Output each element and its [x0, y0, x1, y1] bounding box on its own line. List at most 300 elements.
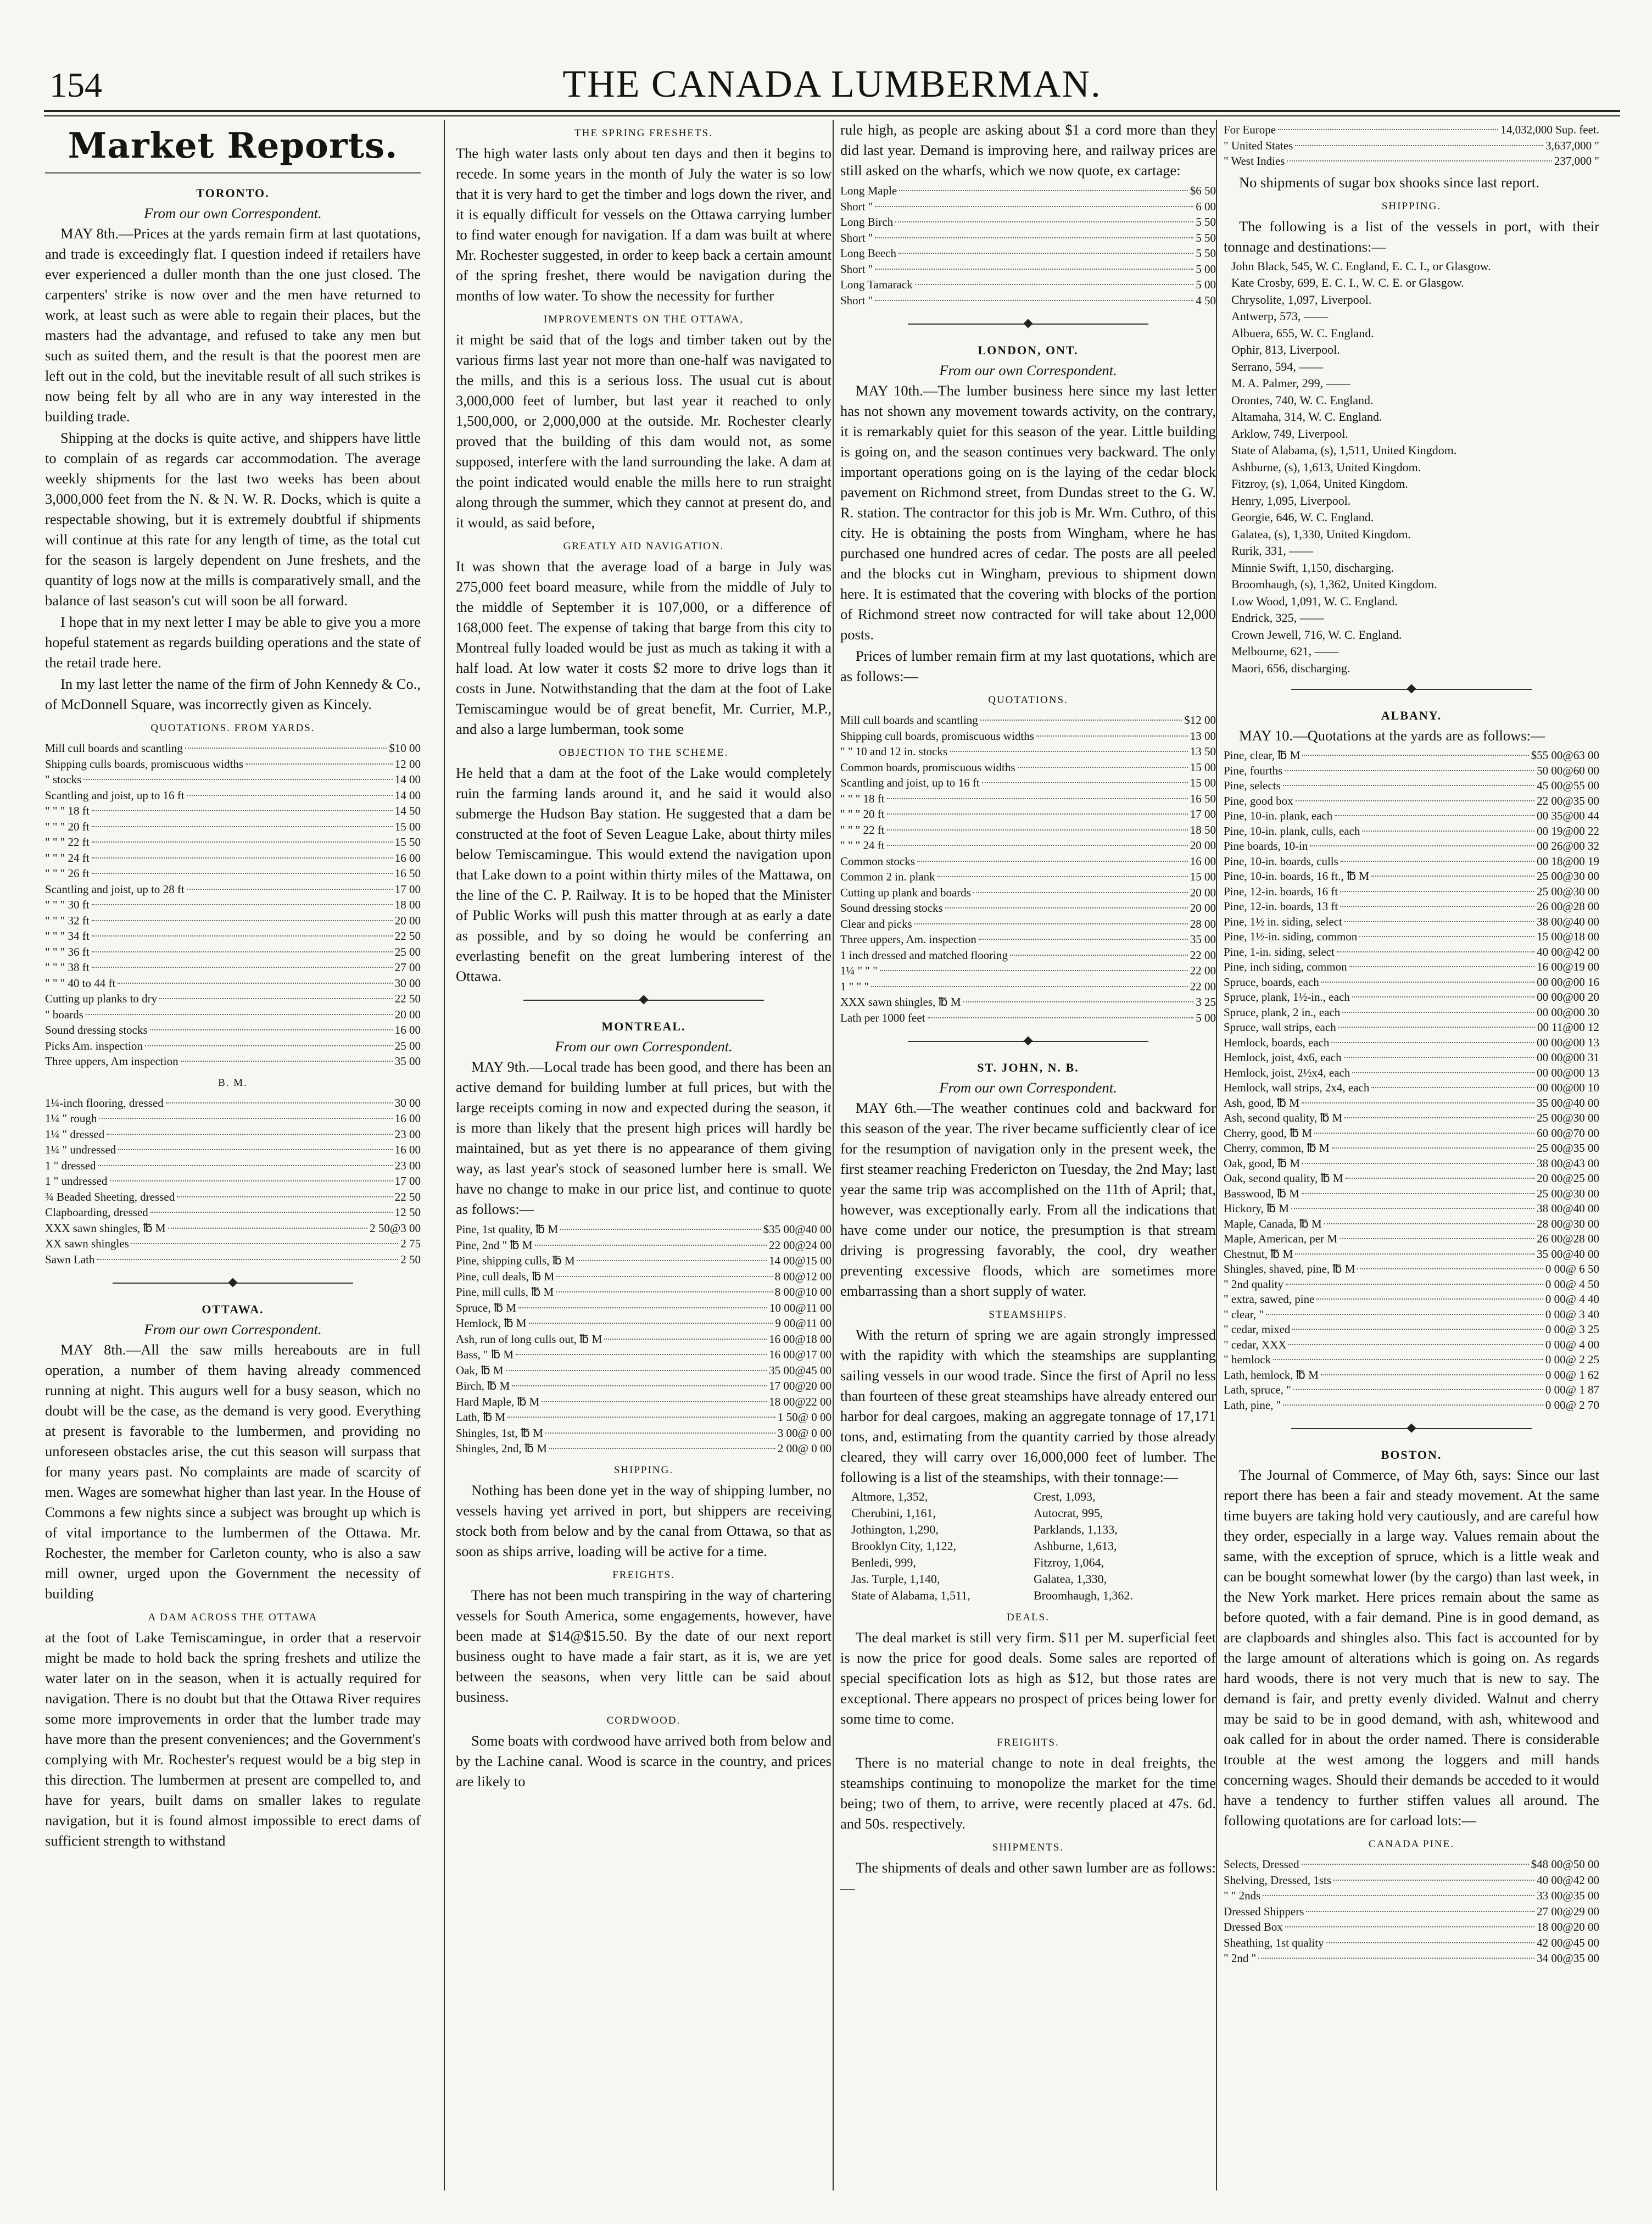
toronto-quotations-heading: QUOTATIONS. FROM YARDS.	[150, 722, 315, 734]
quote-item: 1¼-inch flooring, dressed	[45, 1096, 164, 1110]
quote-row	[1224, 1141, 1599, 1156]
quote-row	[1224, 839, 1599, 854]
dot-leader	[963, 1001, 1194, 1002]
quote-item: Hemlock, joist, 4x6, each	[1224, 1051, 1342, 1064]
vessel-entry: Kate Crosby, 699, E. C. I., W. C. E. or Glasgow.	[1231, 276, 1464, 289]
dot-leader	[86, 1014, 393, 1015]
quote-price: 16 00	[394, 851, 421, 865]
quote-row	[456, 1409, 831, 1425]
montreal-heading: MONTREAL.	[601, 1019, 686, 1033]
quote-item: Pine, inch siding, common	[1224, 960, 1347, 973]
ottawa-paragraph: It was shown that the average load of a barge in July was 275,000 feet board measure, while from the middle of July to the middle of September it is 107,000, or a difference of 168,000 feet. The expense of taking that barge from this city to Montreal fully loaded would be just as much as taking it with a half load. At low water it costs $2 more to drive logs than it costs in June. Notwithstanding that the dam at the foot of Lake Temiscamingue would be of great benefit, Mr. Currier, M.P., and also a large lumberman, took some	[456, 558, 831, 737]
column-3	[840, 120, 1216, 2201]
quote-price: 0 00@ 1 87	[1545, 1383, 1599, 1396]
dot-leader	[177, 1196, 393, 1197]
quote-price: $6 50	[1190, 184, 1216, 197]
vessel-entry: Minnie Swift, 1,150, discharging.	[1231, 560, 1394, 575]
quote-row	[456, 1300, 831, 1316]
quote-row	[1224, 869, 1599, 884]
quote-item: Shingles, shaved, pine, ℔ M	[1224, 1262, 1355, 1275]
quote-price: 60 00@70 00	[1537, 1126, 1599, 1140]
quote-item: Hickory, ℔ M	[1224, 1202, 1290, 1215]
quote-item: " " 2nds	[1224, 1889, 1261, 1902]
quote-item: Lath, spruce, "	[1224, 1383, 1291, 1396]
quote-price: 15 00@18 00	[1537, 930, 1599, 943]
quote-item: Pine, 10-in. boards, 16 ft., ℔ M	[1224, 869, 1370, 883]
steamship-entry: Cherubini, 1,161,	[851, 1506, 936, 1520]
stjohn-subheading: SHIPPING.	[1381, 200, 1442, 212]
quote-item: Cutting up planks to dry	[45, 992, 158, 1005]
steamship-entry: Crest, 1,093,	[1034, 1490, 1096, 1503]
quote-price: 14,032,000 Sup. feet.	[1500, 123, 1599, 136]
quote-row	[840, 760, 1216, 776]
quote-item: Long Birch	[840, 215, 894, 228]
quote-price: 35 00@40 00	[1537, 1247, 1599, 1261]
dot-leader	[168, 1228, 368, 1229]
ottawa-paragraph: He held that a dam at the foot of the Lake would completely ruin the farming lands around it, and he said it would also submerge the Hudson Bay station. He suggested that a dam be constructed at the foot of Seven League Lake, about thirty miles below Temiscamingue. This would extend the navigation upon that Lake down to a point within thirty miles of the Mattawa, on the line of the C. P. Railway. It is to be hoped that the Minister of Public Works will push this matter through at as early a date as possible, and by so doing he would be conferring an everlasting benefit on the great lumbering interest of the Ottawa.	[456, 765, 831, 984]
dot-leader	[1352, 996, 1534, 997]
quote-price: 40 00@42 00	[1537, 945, 1599, 958]
dot-leader	[1344, 921, 1534, 922]
quote-price: 28 00	[1190, 917, 1216, 930]
quote-row	[45, 788, 421, 804]
steamship-entry: Autocrat, 995,	[1034, 1506, 1103, 1520]
quote-row	[1224, 1857, 1599, 1872]
quote-price: 00 00@00 13	[1537, 1066, 1599, 1079]
quote-price: 22 50	[394, 992, 421, 1005]
montreal-paragraph: Nothing has been done yet in the way of shipping lumber, no vessels having yet arrived in port, but shippers are receiving stock both from below and by the canal from Ottawa, so that as soon as ships arrive, loading will be active for a time.	[456, 1481, 831, 1559]
quote-row	[456, 1363, 831, 1379]
quote-row	[1224, 794, 1599, 809]
quote-item: " " " 22 ft	[45, 835, 90, 849]
quote-price: $12 00	[1184, 714, 1216, 727]
quote-row	[1224, 1186, 1599, 1202]
dot-leader	[107, 1134, 392, 1135]
quote-item: Spruce, plank, 1½-in., each	[1224, 990, 1350, 1004]
quote-item: Dressed Shippers	[1224, 1904, 1304, 1918]
quote-price: 16 00@17 00	[769, 1348, 831, 1361]
dot-leader	[118, 1149, 392, 1150]
dot-leader	[1362, 830, 1534, 832]
column-rule	[444, 120, 445, 2190]
ottawa-subheading: GREATLY AID NAVIGATION.	[563, 540, 724, 552]
quote-price: 35 00	[1190, 933, 1216, 946]
quote-row	[840, 838, 1216, 854]
quote-price: 00 19@00 22	[1537, 824, 1599, 838]
quote-item: XXX sawn shingles, ℔ M	[45, 1221, 166, 1235]
dot-leader	[1321, 1374, 1543, 1375]
quote-item: Shipping culls boards, promiscuous widths	[45, 757, 244, 771]
quote-price: 17 00	[1190, 807, 1216, 821]
quote-price: 25 00	[394, 945, 421, 958]
quote-row	[45, 1111, 421, 1127]
montreal-paragraph: There has not been much transpiring in the way of chartering vessels for South America, some engagements, however, have been made at $14@$15.50. By the date of our next report business ought to have made a fair start, as it is, we are yet between the seasons, when very little can be said about business.	[456, 1586, 831, 1705]
dot-leader	[887, 813, 1188, 815]
quote-row	[1224, 960, 1599, 975]
quote-row	[456, 1316, 831, 1331]
dot-leader	[150, 1029, 393, 1030]
quote-item: Lath, pine, "	[1224, 1398, 1281, 1412]
quote-price: 17 00@20 00	[769, 1379, 831, 1392]
quote-price: 5 00	[1196, 1011, 1216, 1024]
quote-row	[840, 293, 1216, 309]
dot-leader	[1340, 891, 1534, 892]
vessel-entry: Maori, 656, discharging.	[1231, 661, 1350, 675]
quote-item: Ash, run of long culls out, ℔ M	[456, 1332, 602, 1346]
quote-row	[840, 932, 1216, 947]
toronto-bm-heading: B. M.	[218, 1077, 248, 1089]
quote-item: " extra, sawed, pine	[1224, 1292, 1315, 1306]
dot-leader	[185, 748, 387, 749]
quote-item: Cherry, good, ℔ M	[1224, 1126, 1313, 1140]
quote-item: " " " 36 ft	[45, 945, 90, 958]
quote-price: $35 00@40 00	[763, 1223, 831, 1236]
quote-price: 27 00	[394, 961, 421, 974]
quote-price: 27 00@29 00	[1537, 1904, 1599, 1918]
dot-leader	[1285, 770, 1534, 771]
quote-item: Lath per 1000 feet	[840, 1011, 925, 1024]
dot-leader	[187, 889, 393, 890]
stjohn-paragraph: The shipments of deals and other sawn lumber are as follows:—	[840, 1859, 1216, 1896]
quote-price: 16 00	[1190, 854, 1216, 868]
quote-row	[1224, 1231, 1599, 1247]
dot-leader	[1288, 1344, 1543, 1345]
quote-item: Long Beech	[840, 247, 897, 260]
quote-row	[456, 1394, 831, 1410]
column-rule	[1216, 120, 1217, 2190]
section-separator	[1224, 677, 1599, 701]
quote-item: Short "	[840, 262, 873, 276]
dot-leader	[1302, 1163, 1534, 1164]
london-paragraph: Prices of lumber remain firm at my last quotations, which are as follows:—	[840, 648, 1216, 684]
montreal-subheading: CORDWOOD.	[606, 1714, 681, 1726]
dot-leader	[887, 829, 1188, 830]
ottawa-paragraph: at the foot of Lake Temiscamingue, in order that a reservoir might be made to hold back the spring freshets and utilize the water later on in the season, when it is actually required for navigation. There is no doubt but that the Ottawa River requires some more improvements in order that the lumber trade may have more than the present conveniences; and the Government's complying with Mr. Rochester's request would be a big step in this direction. The lumbermen at present are compelled to, and have for years, built dams on smaller lakes to regulate navigation, but it is found almost impossible to erect dams of sufficient strength to withstand	[45, 1629, 421, 1849]
quote-row	[1224, 138, 1599, 154]
quote-item: Hard Maple, ℔ M	[456, 1395, 540, 1408]
vessel-entry: John Black, 545, W. C. England, E. C. I., or Glasgow.	[1231, 259, 1491, 273]
quote-price: 5 00	[1196, 262, 1216, 276]
vessel-entry: Broomhaugh, (s), 1,362, United Kingdom.	[1231, 577, 1437, 591]
quote-item: Long Tamarack	[840, 278, 913, 291]
albany-heading: ALBANY.	[1381, 709, 1442, 722]
quote-item: " " 10 and 12 in. stocks	[840, 745, 948, 758]
dot-leader	[899, 190, 1188, 191]
quote-item: Lath, ℔ M	[456, 1411, 506, 1424]
dot-leader	[914, 923, 1188, 924]
dot-leader	[1286, 1284, 1543, 1285]
dot-leader	[979, 939, 1188, 940]
quote-price: 22 00	[1190, 948, 1216, 962]
quote-item: Pine, cull deals, ℔ M	[456, 1269, 555, 1283]
stjohn-subheading: FREIGHTS.	[997, 1737, 1059, 1748]
vessel-entry: Antwerp, 573, ——	[1231, 309, 1328, 323]
dot-leader	[1291, 1208, 1534, 1209]
quote-item: " boards	[45, 1007, 83, 1021]
dot-leader	[928, 1017, 1194, 1018]
quote-item: Common boards, promiscuous widths	[840, 760, 1015, 774]
quote-item: 1 " undressed	[45, 1174, 108, 1188]
dot-leader	[98, 1165, 393, 1166]
quote-price: 3,637,000 "	[1545, 138, 1599, 152]
quote-price: 14 50	[394, 804, 421, 817]
quote-row	[45, 944, 421, 960]
quote-row	[1224, 824, 1599, 839]
quote-row	[840, 246, 1216, 261]
section-separator	[456, 988, 831, 1012]
quote-row	[840, 947, 1216, 963]
quote-row	[1224, 1156, 1599, 1172]
dot-leader	[110, 1180, 393, 1181]
vessel-entry: Melbourne, 621, ——	[1231, 644, 1339, 658]
quote-item: 1¼ " undressed	[45, 1143, 116, 1156]
quote-price: 2 50	[400, 1252, 421, 1266]
dot-leader	[549, 1448, 775, 1449]
quote-price: 4 50	[1196, 293, 1216, 307]
stjohn-paragraph: The deal market is still very firm. $11 per M. superficial feet is now the price for good deals. Some sales are reported of special specification lots as high as $12, but those rates are exceptional. There appears no prospect of prices being lower for some time to come.	[840, 1629, 1216, 1727]
dot-leader	[1335, 815, 1534, 816]
dot-leader	[97, 1259, 398, 1260]
steamship-entry: Benledi, 999,	[851, 1556, 916, 1569]
quote-price: 13 00	[1190, 729, 1216, 743]
dot-leader	[1316, 1298, 1543, 1300]
quote-row	[456, 1378, 831, 1394]
quote-row	[456, 1284, 831, 1300]
dot-leader	[875, 206, 1193, 207]
page-number: 154	[49, 65, 102, 104]
quote-row	[45, 1220, 421, 1236]
dot-leader	[83, 779, 392, 780]
quote-item: XXX sawn shingles, ℔ M	[840, 995, 961, 1008]
quote-item: Lath, hemlock, ℔ M	[1224, 1368, 1319, 1381]
vessel-entry: Ophir, 813, Liverpool.	[1231, 343, 1340, 356]
dot-leader	[556, 1276, 772, 1277]
quote-price: 12 50	[394, 1206, 421, 1219]
dot-leader	[131, 1243, 398, 1244]
dot-leader	[92, 873, 393, 874]
dot-leader	[1010, 955, 1188, 956]
quote-row	[840, 854, 1216, 869]
quote-row	[1224, 1904, 1599, 1920]
quote-item: " 2nd quality	[1224, 1277, 1283, 1291]
quote-item: Picks Am. inspection	[45, 1039, 143, 1052]
quote-row	[1224, 748, 1599, 763]
dot-leader	[917, 861, 1188, 862]
dot-leader	[518, 1307, 767, 1308]
quote-item: ¾ Beaded Sheeting, dressed	[45, 1190, 175, 1203]
quote-item: Scantling and joist, up to 16 ft	[45, 788, 185, 802]
albany-paragraph: MAY 10.—Quotations at the yards are as follows:—	[1239, 727, 1545, 744]
quote-item: Mill cull boards and scantling	[840, 714, 978, 727]
vessel-entry: Henry, 1,095, Liverpool.	[1231, 493, 1351, 508]
dot-leader	[875, 269, 1193, 270]
quote-row	[45, 1173, 421, 1189]
quote-item: Pine, 1½-in. siding, common	[1224, 930, 1358, 943]
quote-price: 22 00	[1190, 964, 1216, 977]
quote-row	[1224, 1171, 1599, 1186]
dot-leader	[1283, 1404, 1543, 1406]
quote-price: 0 00@ 3 40	[1545, 1307, 1599, 1321]
column-rule	[833, 120, 834, 2190]
quote-item: " West Indies	[1224, 154, 1285, 168]
quote-row	[45, 882, 421, 898]
quote-item: Oak, ℔ M	[456, 1363, 504, 1377]
quote-item: " stocks	[45, 773, 82, 786]
quote-price: 0 00@ 2 25	[1545, 1353, 1599, 1366]
quote-row	[1224, 854, 1599, 869]
quote-price: 18 00@20 00	[1537, 1920, 1599, 1933]
london-paragraph: MAY 10th.—The lumber business here since my last letter has not shown any movement towards activity, on the contrary, it is remarkably quiet for this season of the year. Little building is going on, and the season continues very backward. The only important operations going on is the laying of the cedar block pavement on Richmond street, from Dundas street to the G. W. R. station. The contractor for this job is Mr. Wm. Cuthro, of this city. He is obtaining the posts from Wingham, where he has purchased one hundred acres of cedar. The posts are all peeled and the blocks cut in Wingham, previous to shipment down here. It is estimated that the covering with blocks of the portion of Richmond street now contracted for will take about 12,000 posts.	[840, 382, 1216, 643]
london-byline: From our own Correspondent.	[939, 362, 1117, 378]
quote-item: Chestnut, ℔ M	[1224, 1247, 1293, 1261]
vessel-entry: State of Alabama, (s), 1,511, United Kingdom.	[1231, 443, 1457, 457]
column-2	[456, 120, 831, 2201]
quote-price: 30 00	[394, 976, 421, 990]
quote-price: 15 00	[1190, 870, 1216, 883]
quote-price: 15 00	[1190, 776, 1216, 789]
dot-leader	[92, 810, 393, 811]
quote-price: 45 00@55 00	[1537, 779, 1599, 792]
quote-row	[840, 916, 1216, 932]
page-header	[44, 55, 1620, 110]
quote-price: 18 00	[394, 898, 421, 911]
dot-leader	[1371, 1087, 1534, 1088]
quote-row	[1224, 1020, 1599, 1035]
quote-price: 16 00	[394, 1112, 421, 1125]
quote-price: 14 00@15 00	[769, 1254, 831, 1267]
quote-price: 20 00	[1190, 839, 1216, 852]
quote-row	[1224, 1950, 1599, 1966]
quote-item: Scantling and joist, up to 16 ft	[840, 776, 980, 789]
quote-row	[45, 850, 421, 866]
quote-item: Long Maple	[840, 184, 897, 197]
quote-row	[840, 791, 1216, 807]
header-rule	[44, 110, 1620, 112]
steamship-entry: Parklands, 1,133,	[1034, 1523, 1118, 1536]
quote-item: Pine, mill culls, ℔ M	[456, 1285, 554, 1298]
quote-item: Pine, shipping culls, ℔ M	[456, 1254, 575, 1267]
quote-price: 0 00@ 4 00	[1545, 1337, 1599, 1351]
ottawa-heading: OTTAWA.	[202, 1302, 264, 1316]
quote-row	[45, 991, 421, 1007]
dot-leader	[1018, 767, 1188, 768]
quote-price: 237,000 "	[1554, 154, 1599, 168]
quote-item: " 2nd "	[1224, 1952, 1257, 1965]
quote-row	[840, 230, 1216, 246]
dot-leader	[181, 1061, 393, 1062]
dot-leader	[1258, 1958, 1534, 1959]
section-separator	[45, 1270, 421, 1295]
steamship-entry: State of Alabama, 1,511,	[851, 1588, 970, 1602]
quote-row	[45, 819, 421, 835]
dot-leader	[950, 751, 1188, 752]
ottawa-subheading: IMPROVEMENTS ON THE OTTAWA,	[543, 314, 744, 325]
quote-price: 26 00@28 00	[1537, 1232, 1599, 1245]
quote-row	[1224, 1872, 1599, 1888]
montreal-paragraph: rule high, as people are asking about $1 a cord more than they did last year. Demand is improving here, and railway prices are still asked on the wharfs, which we now quote, ex cartage:	[840, 121, 1216, 179]
quote-item: " United States	[1224, 138, 1293, 152]
vessel-entry: Low Wood, 1,091, W. C. England.	[1231, 594, 1398, 608]
quote-price: 2 00@ 0 00	[777, 1442, 831, 1455]
dot-leader	[1306, 1911, 1534, 1912]
quote-row	[1224, 1066, 1599, 1081]
quote-price: 5 50	[1196, 247, 1216, 260]
quote-price: 22 50	[394, 1190, 421, 1203]
quote-item: Pine, good box	[1224, 794, 1293, 807]
dot-leader	[92, 951, 393, 952]
montreal-byline: From our own Correspondent.	[555, 1038, 733, 1055]
dot-leader	[92, 935, 393, 937]
dot-leader	[1333, 1880, 1534, 1881]
dot-leader	[1287, 160, 1551, 161]
quote-row	[840, 869, 1216, 885]
dot-leader	[880, 970, 1188, 971]
dot-leader	[1342, 1012, 1534, 1013]
quote-price: 6 00	[1196, 199, 1216, 213]
dot-leader	[516, 1354, 767, 1355]
dot-leader	[982, 782, 1188, 783]
quote-item: Pine, clear, ℔ M	[1224, 749, 1301, 762]
quote-row	[840, 979, 1216, 995]
quote-row	[840, 900, 1216, 916]
dot-leader	[1344, 1057, 1535, 1058]
quote-row	[1224, 1919, 1599, 1935]
quote-price: 25 00@30 00	[1537, 869, 1599, 883]
steamship-entry: Brooklyn City, 1,122,	[851, 1539, 957, 1553]
toronto-paragraph: Shipping at the docks is quite active, and shippers have little to complain of as regards car accommodation. The average weekly shipments for the last two weeks has been about 3,000,000 feet from the N. & N. W. R. Docks, which is quite a respectable showing, but it is extremely doubtful if shipments will continue at this rate for any length of time, as the total cut for the season is largely dependent on June freshets, and the quantity of logs now at the mills is comparatively small, and the balance of last season's cut will soon be all forward.	[45, 430, 421, 609]
quote-item: Dressed Box	[1224, 1920, 1283, 1933]
quote-price: 2 75	[400, 1237, 421, 1250]
quote-row	[45, 1038, 421, 1054]
quote-item: Pine, 1st quality, ℔ M	[456, 1223, 559, 1236]
dot-leader	[92, 967, 393, 968]
quote-item: Selects, Dressed	[1224, 1858, 1299, 1871]
quote-row	[45, 960, 421, 976]
quote-row	[45, 1205, 421, 1220]
toronto-byline: From our own Correspondent.	[144, 205, 322, 221]
dot-leader	[92, 857, 393, 859]
boston-heading: BOSTON.	[1381, 1448, 1442, 1462]
quote-row	[45, 1236, 421, 1252]
quote-item: Sheathing, 1st quality	[1224, 1936, 1324, 1949]
quote-row	[45, 1142, 421, 1158]
quote-price: 25 00@35 00	[1537, 1141, 1599, 1155]
quote-row	[1224, 778, 1599, 794]
dot-leader	[92, 920, 393, 921]
quote-item: " clear, "	[1224, 1307, 1264, 1321]
dot-leader	[898, 253, 1193, 254]
dot-leader	[895, 221, 1193, 222]
quote-item: Hemlock, ℔ M	[456, 1317, 527, 1330]
quote-price: 18 00@22 00	[769, 1395, 831, 1408]
quote-row	[1224, 809, 1599, 824]
quote-item: Shelving, Dressed, 1sts	[1224, 1873, 1331, 1887]
quote-item: " " " 22 ft	[840, 823, 885, 837]
dot-leader	[1340, 1238, 1534, 1239]
dot-leader	[166, 1102, 393, 1103]
quote-price: 34 00@35 00	[1537, 1952, 1599, 1965]
quote-price: 0 00@ 6 50	[1545, 1262, 1599, 1275]
toronto-paragraph: In my last letter the name of the firm of John Kennedy & Co., of McDonnell Square, was incorrectly given as Kincely.	[45, 676, 421, 712]
section-separator	[1224, 1416, 1599, 1440]
quote-item: Basswood, ℔ M	[1224, 1186, 1299, 1200]
dot-leader	[980, 720, 1182, 721]
quote-item: 1¼ " rough	[45, 1112, 97, 1125]
quote-row	[456, 1441, 831, 1457]
toronto-paragraph: I hope that in my next letter I may be able to give you a more hopeful statement as regards building operations and the state of the retail trade here.	[45, 614, 421, 671]
dot-leader	[875, 300, 1193, 301]
quote-row	[45, 803, 421, 819]
